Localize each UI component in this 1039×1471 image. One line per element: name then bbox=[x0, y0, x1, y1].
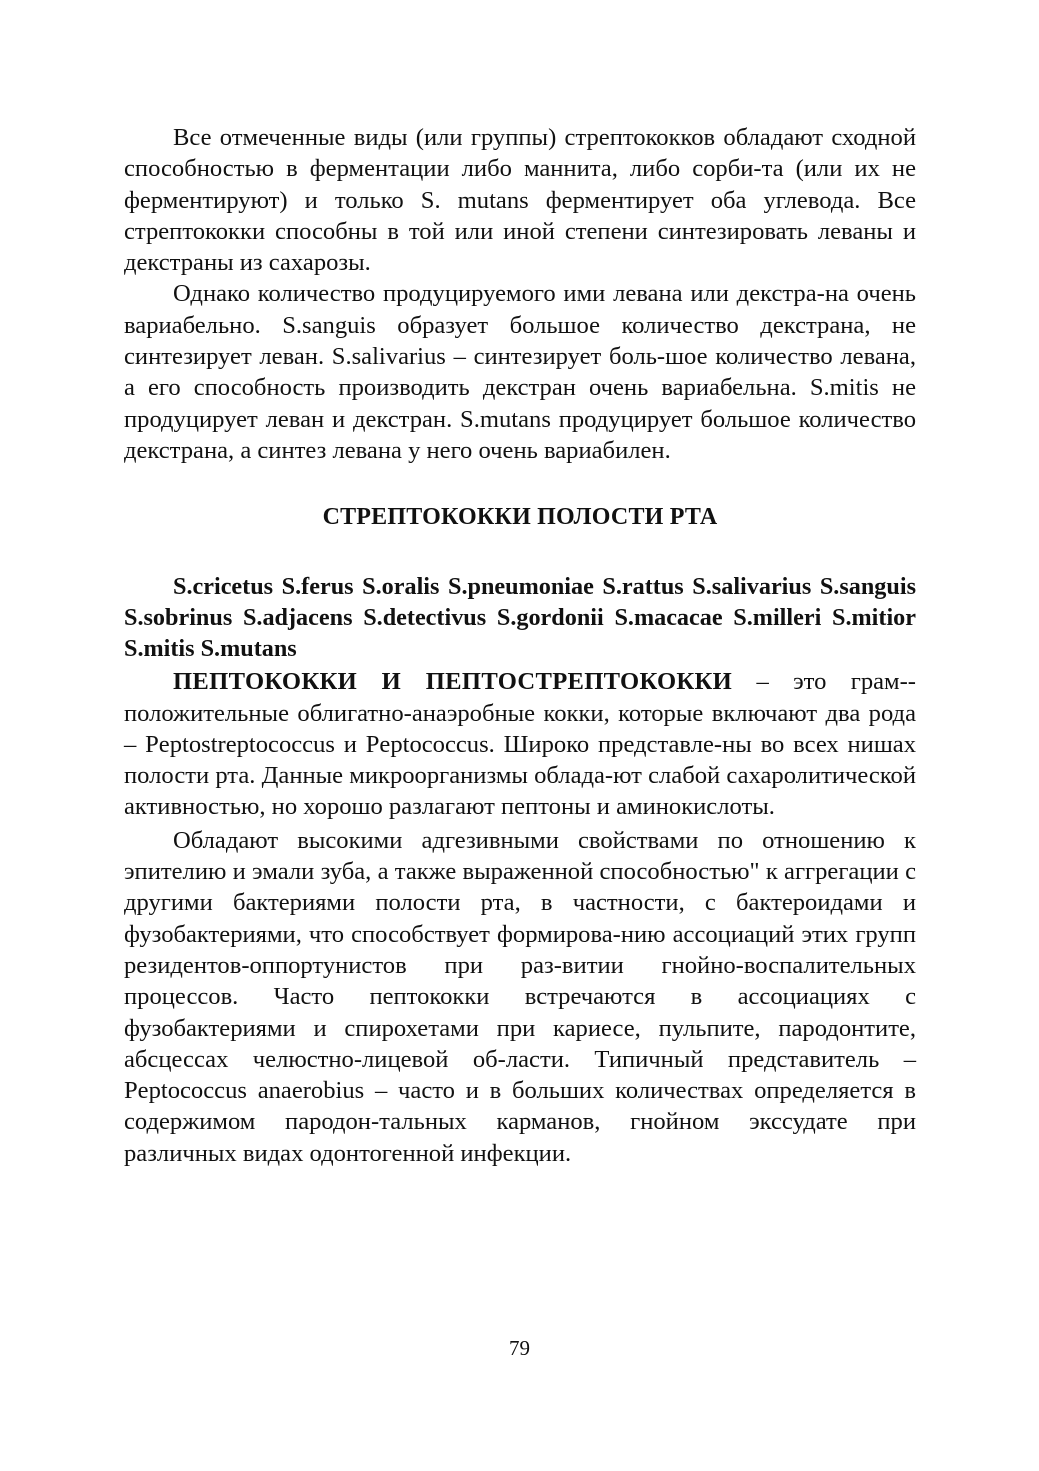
paragraph-adhesion: Обладают высокими адгезивными свойствами по отношению к эпителию и эмали зуба, а также выраженной способностью" к аггрегации с другими бактериями полости рта, в частности, с бактероидами и фузобактериями, что способствует формирова-нию ассоциаций этих групп резидентов-оппортунистов при раз-витии гнойно-воспалительных процессов. Часто пептококки встречаются в ассоциациях с фузобактериями и спирохетами при кариесе, пульпите, пародонтите, абсцессах челюстно-лицевой об-ласти. Типичный представитель – Peptococcus anaerobius – часто и в больших количествах определяется в содержимом пародон-тальных карманов, гнойном экссудате при различных видах одонтогенной инфекции. bbox=[124, 826, 916, 1167]
page-body bbox=[124, 122, 916, 1169]
paragraph-levan-dextran: Однако количество продуцируемого ими левана или декстра-на очень вариабельно. S.sanguis образует большое количество декстрана, не синтезирует леван. S.salivarius – синтезирует боль-шое количество левана, а его способность производить декстран очень вариабельна. S.mitis не продуцирует леван и декстран. S.mutans продуцирует большое количество декстрана, а синтез левана у него очень вариабилен. bbox=[124, 280, 916, 464]
section-heading: СТРЕПТОКОККИ ПОЛОСТИ РТА bbox=[322, 504, 718, 531]
species-list: S.cricetus S.ferus S.oralis S.pneumoniae S.rattus S.salivarius S.sanguis S.sobrinus S.adjacens S.detectivus S.gordonii S.macacae S.milleri S.mitior S.mitis S.mutans bbox=[124, 573, 916, 663]
peptococci-term: ПЕПТОКОККИ И ПЕПТОСТРЕПТОКОККИ bbox=[173, 668, 733, 696]
paragraph-fermentation: Все отмеченные виды (или группы) стрептококков обладают сходной способностью в ферментации либо маннита, либо сорби-та (или их не ферментируют) и только S. mutans ферментирует оба углевода. Все стрептококки способны в той или иной степени синтезировать леваны и декстраны из сахарозы. bbox=[124, 124, 916, 277]
peptococci-description: – это грам-положительные облигатно-анаэробные кокки, которые включают два рода – Peptostreptococcus и Peptococcus. Широко представле-ны во всех нишах полости рта. Данные микроорганизмы облада-ют слабой сахаролитической активностью, но хорошо разлагают пептоны и аминокислоты. bbox=[124, 668, 916, 821]
page-number: 79 bbox=[509, 1336, 530, 1360]
paragraph-peptococci bbox=[124, 666, 916, 822]
